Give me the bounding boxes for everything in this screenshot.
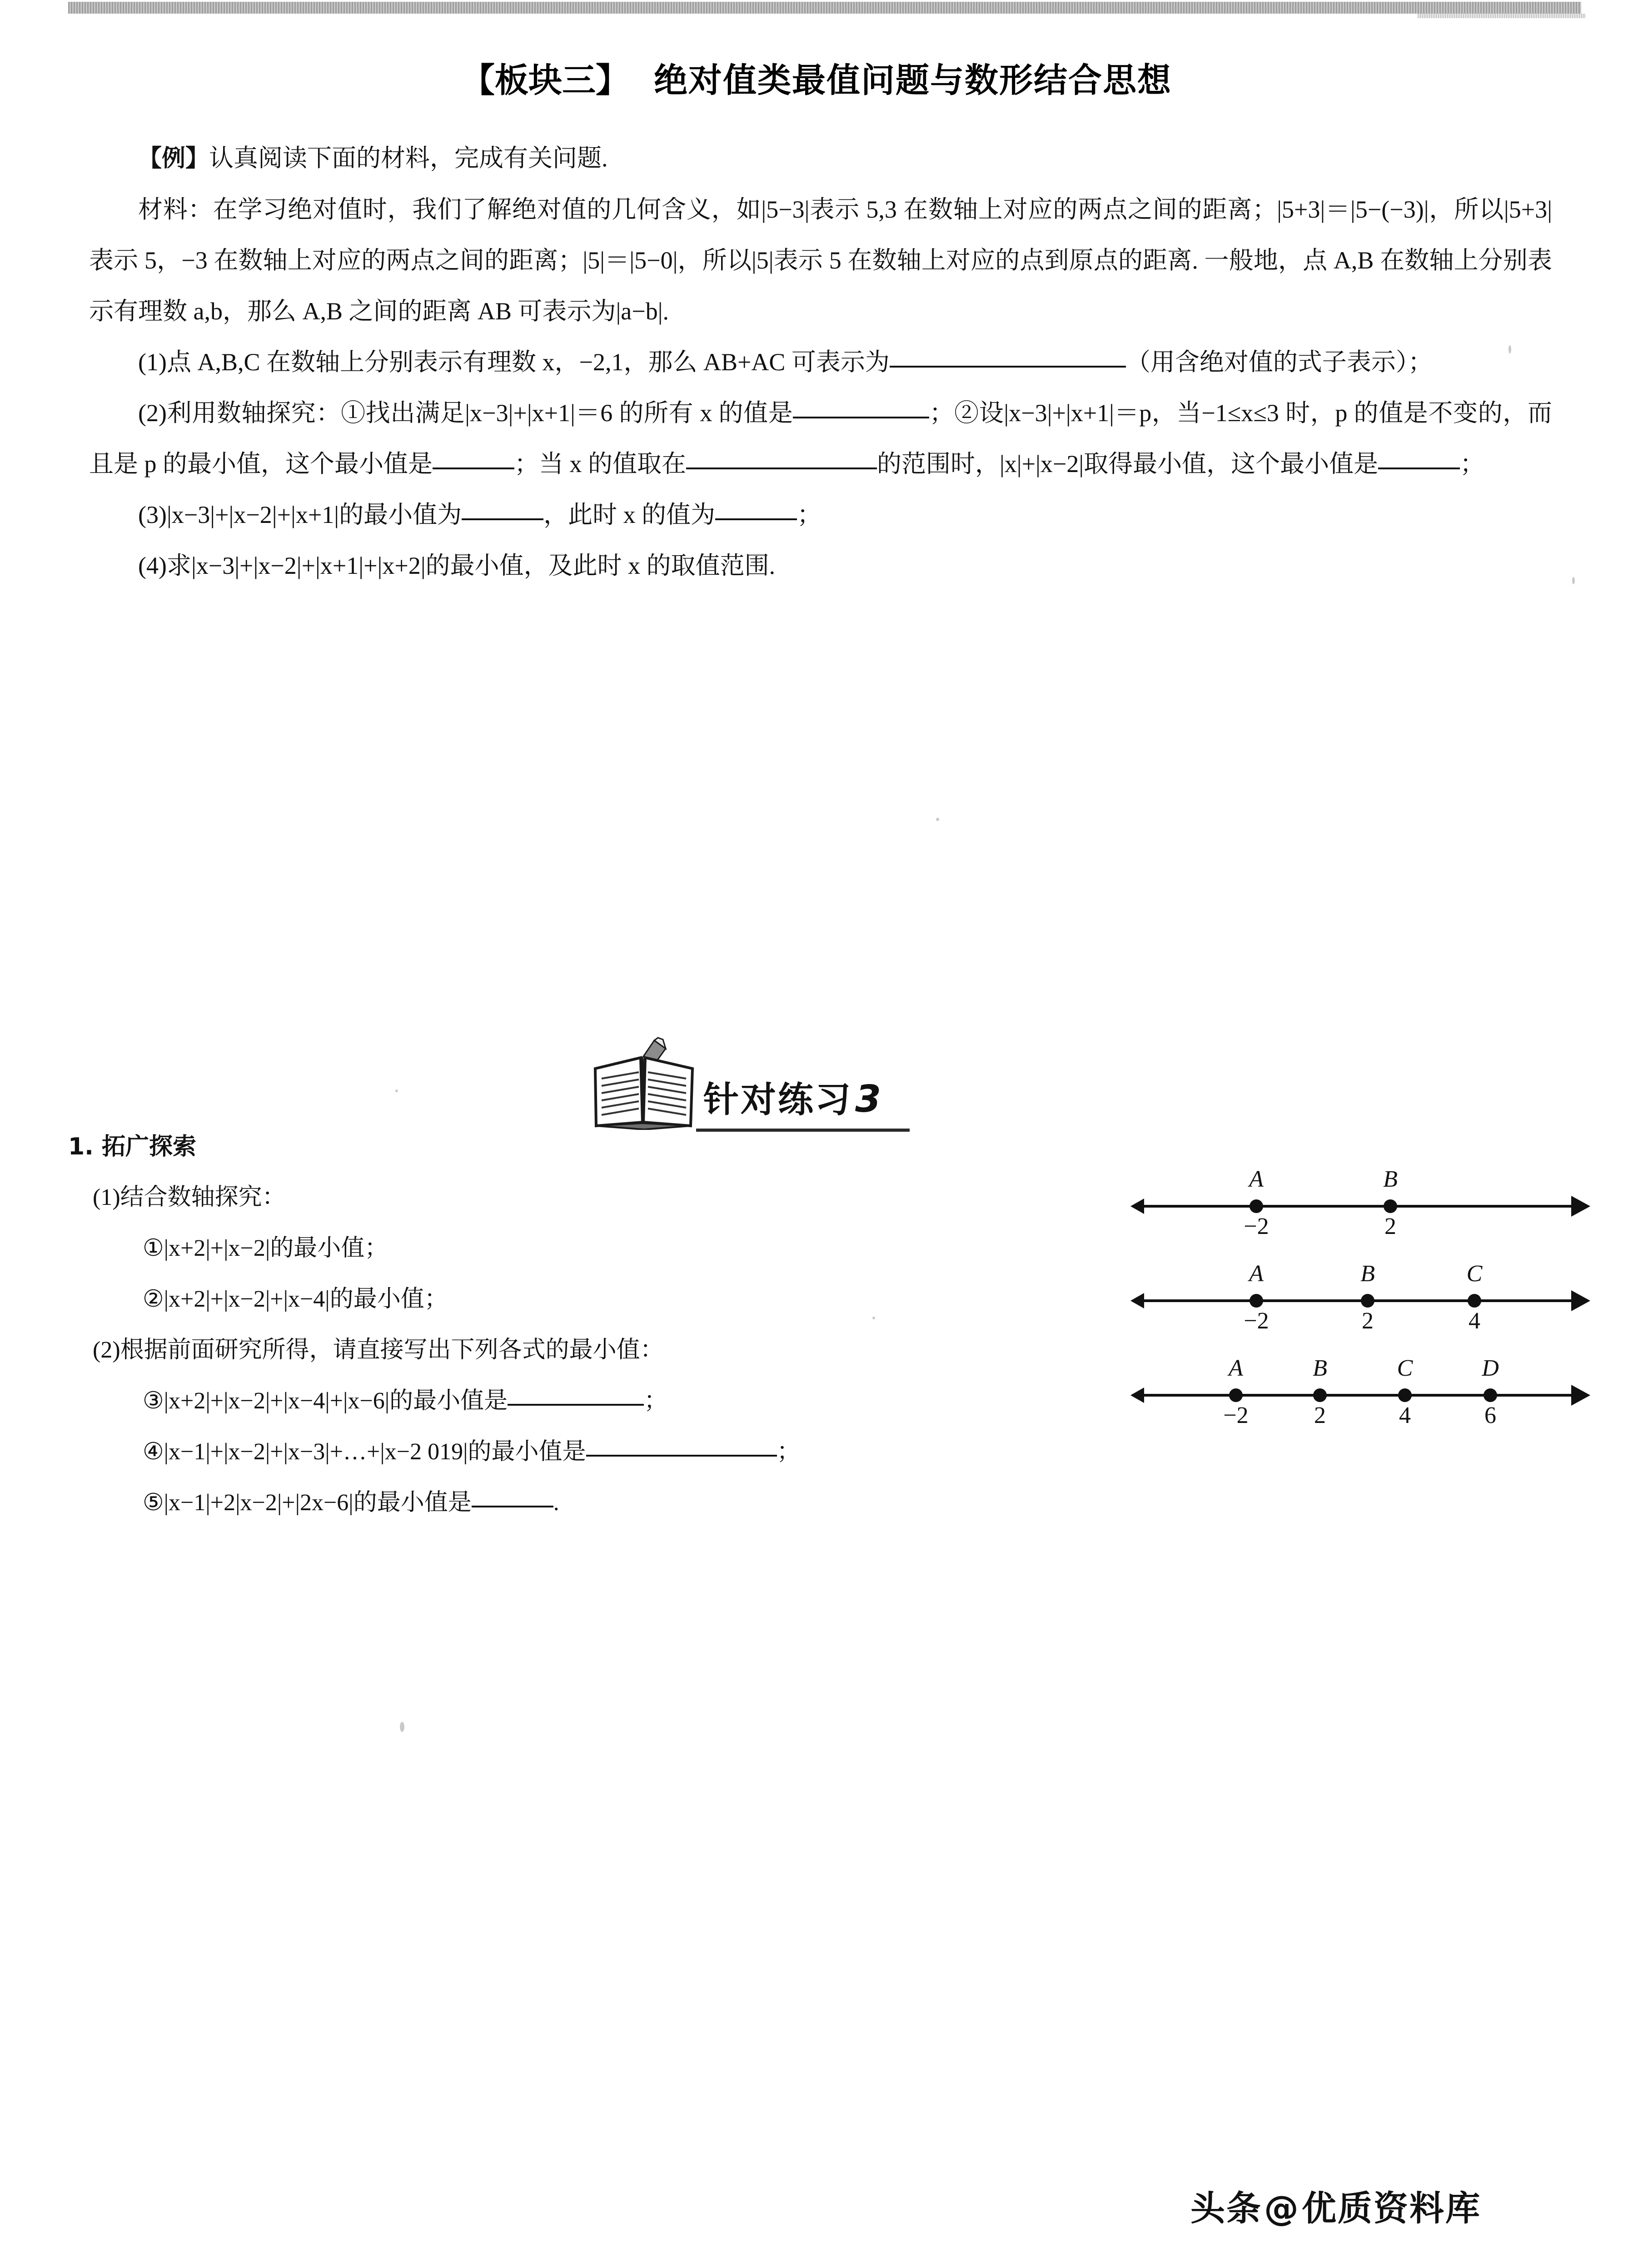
axis-point-marker: [1361, 1294, 1374, 1308]
material-text: 在学习绝对值时，我们了解绝对值的几何含义，如|5−3|表示 5,3 在数轴上对应的两点之间的距离；|5+3|＝|5−(−3)|，所以|5+3|表示 5，−3 在数轴上对应的两点之间的距离；|5|＝|5−0|，所以|5|表示 5 在数轴上对应的点到原点的距离. 一般地，点 A,B 在数轴上分别表示有理数 a,b，那么 A,B 之间的距离 AB 可表示为|a−b|.: [89, 196, 1553, 325]
exercise-item-5-text: ⑤|x−1|+2|x−2|+|2x−6|的最小值是: [143, 1490, 472, 1516]
exercise-item-1: ①|x+2|+|x−2|的最小值；: [143, 1235, 388, 1261]
page-title-bracket: 【板块三】: [461, 61, 629, 100]
exercise-item-4-text: ④|x−1|+|x−2|+|x−3|+…+|x−2 019|的最小值是: [143, 1439, 586, 1465]
scan-artifact-corner: [1418, 14, 1586, 18]
answer-blank-q1[interactable]: [890, 366, 1126, 368]
axis-point-value: −2: [1223, 1403, 1249, 1428]
scan-artifact-top-bar: [68, 2, 1581, 14]
example-question-3: [89, 489, 1552, 540]
example-question-4: [89, 540, 1552, 591]
axis-point-label: B: [1360, 1261, 1375, 1287]
axis-point-label: C: [1466, 1261, 1483, 1287]
axis-point-marker: [1250, 1294, 1263, 1308]
example-prompt-line: [89, 133, 1552, 184]
page-title-main: 绝对值类最值问题与数形结合思想: [654, 61, 1172, 100]
axis-point-marker: [1384, 1199, 1397, 1213]
practice-section-title: [703, 1071, 883, 1122]
axis-point-marker: [1313, 1388, 1327, 1402]
axis-point-marker: [1250, 1199, 1263, 1213]
question-2-text-a: (2)利用数轴探究：①找出满足|x−3|+|x+1|＝6 的所有 x 的值是: [138, 399, 793, 427]
example-question-2: [89, 388, 1552, 489]
exercise-item-4-tail: ；: [777, 1439, 801, 1465]
answer-blank-item4[interactable]: [586, 1455, 777, 1457]
scan-speck: [1572, 577, 1575, 584]
axis-line: [1136, 1394, 1574, 1397]
exercise-item-5: [68, 1477, 1090, 1528]
exercise-part-1: (1)结合数轴探究：: [93, 1184, 286, 1210]
number-line-ABC: [1127, 1258, 1608, 1344]
answer-blank-q2-1[interactable]: [793, 417, 929, 418]
watermark-source: 头条: [1190, 2188, 1262, 2228]
exercise-block: [68, 1121, 1090, 1528]
watermark-account: 优质资料库: [1302, 2188, 1481, 2228]
axis-point-marker: [1484, 1388, 1497, 1402]
practice-section-number: 3: [855, 1078, 883, 1121]
watermark: [1190, 2181, 1481, 2230]
question-4-text: (4)求|x−3|+|x−2|+|x+1|+|x+2|的最小值，及此时 x 的取值范围.: [138, 552, 776, 579]
axis-point-value: 6: [1484, 1403, 1496, 1428]
exercise-item-2: ②|x+2|+|x−2|+|x−4|的最小值；: [143, 1286, 448, 1312]
scan-speck: [1509, 345, 1511, 353]
axis-line: [1136, 1205, 1574, 1208]
axis-point-value: 2: [1384, 1214, 1396, 1239]
axis-point-marker: [1398, 1388, 1412, 1402]
question-2-text-b: ；②设|x−3|+|x+1|＝p，当−1≤x≤3 时，p 的值是不变的，而且是 p 的最小值，这个最小值是: [89, 399, 1552, 477]
axis-point-label: B: [1383, 1166, 1398, 1192]
number-line-AB: [1127, 1163, 1608, 1249]
exercise-item-3-tail: ；: [644, 1388, 668, 1414]
page-title: [0, 54, 1633, 102]
scan-speck: [400, 1722, 404, 1732]
axis-point-label: A: [1249, 1261, 1264, 1287]
watermark-at-symbol: @: [1264, 2188, 1300, 2228]
axis-point-value: 2: [1362, 1308, 1374, 1334]
scan-speck: [395, 1089, 398, 1092]
axis-point-value: −2: [1244, 1214, 1269, 1239]
answer-blank-q3-1[interactable]: [462, 518, 543, 520]
axis-point-label: A: [1229, 1355, 1243, 1381]
question-3-text-c: ；: [797, 501, 822, 528]
axis-point-label: C: [1397, 1355, 1413, 1381]
exercise-item-5-tail: .: [553, 1490, 559, 1516]
answer-blank-q2-4[interactable]: [1378, 468, 1460, 469]
exercise-title: 1. 拓广探索: [68, 1133, 197, 1160]
axis-point-marker: [1468, 1294, 1481, 1308]
exercise-part-2: (2)根据前面研究所得，请直接写出下列各式的最小值：: [93, 1337, 664, 1363]
axis-point-value: 4: [1469, 1308, 1480, 1334]
question-1-tail: （用含绝对值的式子表示）；: [1125, 348, 1433, 376]
answer-blank-q2-3[interactable]: [686, 468, 877, 469]
question-1-text: (1)点 A,B,C 在数轴上分别表示有理数 x，−2,1，那么 AB+AC 可表示为: [138, 348, 890, 376]
open-book-pencil-icon: [592, 1037, 696, 1132]
axis-point-label: B: [1313, 1355, 1327, 1381]
axis-point-marker: [1229, 1388, 1243, 1402]
exercise-item-3-text: ③|x+2|+|x−2|+|x−4|+|x−6|的最小值是: [143, 1388, 508, 1414]
number-line-ABCD: [1127, 1352, 1608, 1438]
axis-point-label: A: [1249, 1166, 1264, 1192]
axis-point-label: D: [1482, 1355, 1499, 1381]
example-lead-label: 【例】: [138, 145, 209, 172]
material-label: 材料：: [138, 196, 213, 223]
exercise-item-3: [68, 1376, 1090, 1427]
scan-speck: [936, 818, 939, 821]
axis-point-value: 2: [1314, 1403, 1326, 1428]
exercise-item-4: [68, 1427, 1090, 1477]
question-3-text-b: ，此时 x 的值为: [543, 501, 716, 528]
axis-right-arrow-icon: [1571, 1196, 1590, 1217]
answer-blank-q2-2[interactable]: [433, 468, 514, 469]
example-material-paragraph: [89, 184, 1552, 337]
answer-blank-q3-2[interactable]: [715, 518, 797, 520]
scan-speck: [872, 1317, 875, 1319]
axis-right-arrow-icon: [1571, 1290, 1590, 1311]
example-question-1: [89, 337, 1552, 388]
question-3-text-a: (3)|x−3|+|x−2|+|x+1|的最小值为: [138, 501, 462, 528]
example-prompt-text: 认真阅读下面的材料，完成有关问题.: [209, 144, 608, 172]
axis-right-arrow-icon: [1571, 1385, 1590, 1406]
example-body: [89, 133, 1552, 591]
answer-blank-item5[interactable]: [472, 1506, 553, 1507]
question-2-text-d: 的范围时，|x|+|x−2|取得最小值，这个最小值是: [877, 450, 1379, 477]
question-2-text-e: ；: [1460, 450, 1485, 477]
answer-blank-item3[interactable]: [508, 1404, 644, 1406]
question-2-text-c: ；当 x 的值取在: [514, 450, 686, 477]
axis-line: [1136, 1299, 1574, 1302]
axis-point-value: 4: [1399, 1403, 1411, 1428]
axis-point-value: −2: [1244, 1308, 1269, 1334]
practice-section-label: 针对练习: [703, 1079, 853, 1120]
number-line-figures: [1127, 1163, 1608, 1438]
